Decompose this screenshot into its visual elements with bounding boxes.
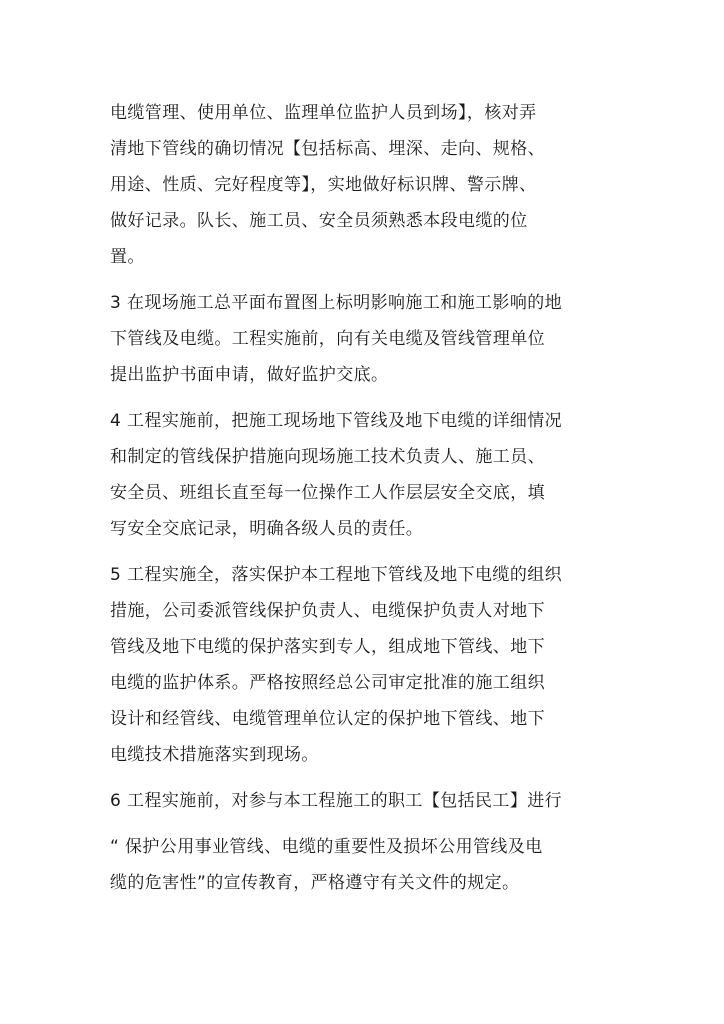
text-line: 5 工程实施全，落实保护本工程地下管线及地下电缆的组织	[110, 565, 563, 585]
text-line: 做好记录。队长、施工员、安全员须熟悉本段电缆的位	[110, 211, 528, 231]
paragraph-item-5	[110, 557, 580, 773]
paragraph-item-4	[110, 403, 580, 547]
text-line: 管线及地下电缆的保护落实到专人，组成地下管线、地下	[110, 637, 545, 657]
text-line: 提出监护书面申请，做好监护交底。	[110, 365, 389, 385]
text-line: 6 工程实施前，对参与本工程施工的职工【包括民工】进行	[110, 791, 563, 811]
text-line: 用途、性质、完好程度等】，实地做好标识牌、警示牌、	[110, 175, 537, 195]
text-line: 电缆的监护体系。严格按照经总公司审定批准的施工组织	[110, 673, 545, 693]
paragraph-item-6	[110, 783, 580, 819]
text-line: 清地下管线的确切情况【包括标高、埋深、走向、规格、	[110, 139, 545, 159]
paragraph-item-3	[110, 285, 580, 393]
text-line: 措施，公司委派管线保护负责人、电缆保护负责人对地下	[110, 601, 545, 621]
text-line: “ 保护公用事业管线、电缆的重要性及损坏公用管线及电	[110, 837, 543, 857]
text-line: 下管线及电缆。工程实施前，向有关电缆及管线管理单位	[110, 329, 545, 349]
text-line: 设计和经管线、电缆管理单位认定的保护地下管线、地下	[110, 709, 545, 729]
text-line: 置。	[110, 247, 145, 267]
text-line: 4 工程实施前，把施工现场地下管线及地下电缆的详细情况	[110, 411, 563, 431]
text-line: 缆的危害性”的宣传教育，严格遵守有关文件的规定。	[110, 873, 520, 893]
text-line: 和制定的管线保护措施向现场施工技术负责人、施工员、	[110, 447, 545, 467]
text-line: 电缆技术措施落实到现场。	[110, 745, 319, 765]
text-line: 安全员、班组长直至每一位操作工人作层层安全交底，填	[110, 483, 545, 503]
text-line: 写安全交底记录，明确各级人员的责任。	[110, 519, 424, 539]
paragraph-continuation	[110, 95, 580, 275]
text-line: 电缆管理、使用单位、监理单位监护人员到场】，核对弄	[110, 103, 537, 123]
paragraph-quoted-text	[110, 829, 580, 901]
text-line: 3 在现场施工总平面布置图上标明影响施工和施工影响的地	[110, 293, 563, 313]
document-body	[110, 95, 580, 911]
